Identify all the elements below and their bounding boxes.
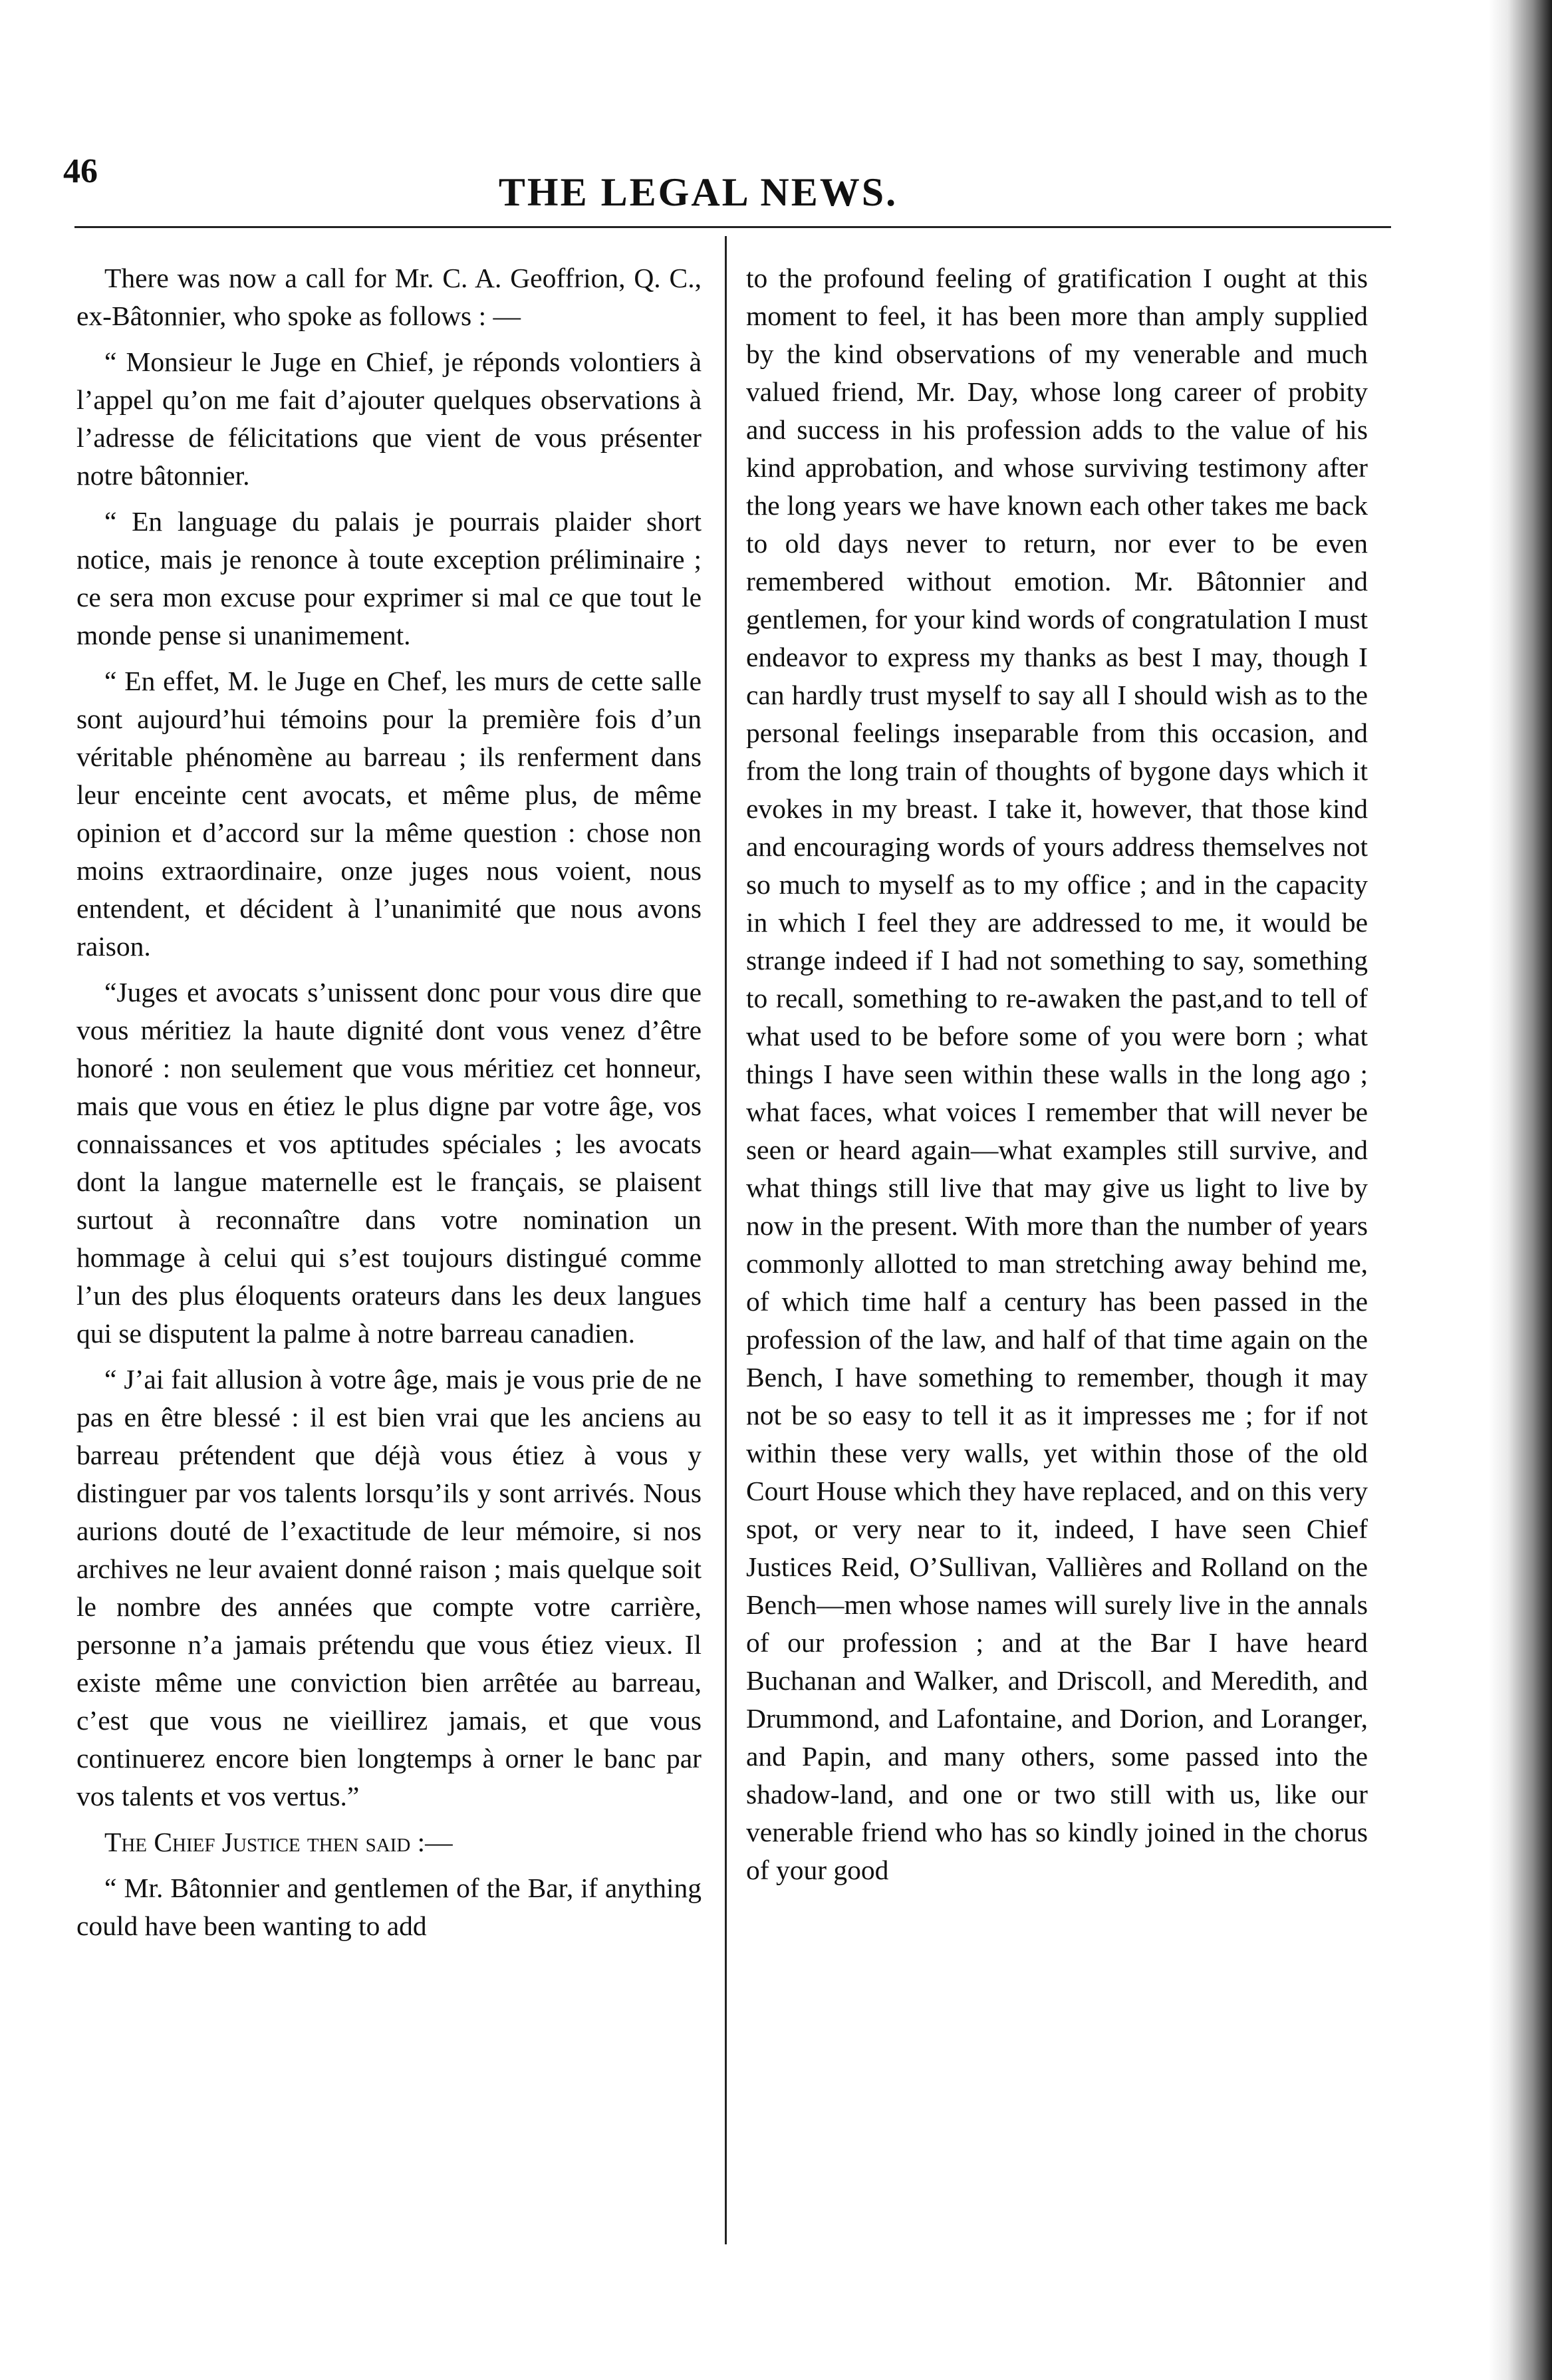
paragraph: There was now a call for Mr. C. A. Geoffrion, Q. C., ex-Bâtonnier, who spoke as follows : —: [76, 263, 702, 331]
right-column: [746, 259, 1368, 1889]
paragraph: to the profound feeling of gratification I ought at this moment to feel, it has been more than amply supplied by the kind observations of my venerable and much valued friend, Mr. Day, whose long career of probity and success in his profession adds to the value of his kind approbation, and whose surviving testimony after the long years we have known each other takes me back to old days never to return, nor ever to be even remembered without emotion. Mr. Bâtonnier and gentlemen, for your kind words of congratulation I must endeavor to express my thanks as best I may, though I can hardly trust myself to say all I should wish as to the personal feelings inseparable from this occasion, and from the long train of thoughts of bygone days which it evokes in my breast. I take it, however, that those kind and encouraging words of yours address themselves not so much to myself as to my office ; and in the capacity in which I feel they are addressed to me, it would be strange indeed if I had not something to say, something to recall, something to re-awaken the past,and to tell of what used to be before some of you were born ; what things I have seen within these walls in the long ago ; what faces, what voices I remember that will never be seen or heard again—what examples still survive, and what things still live that may give us light to live by now in the present. With more than the number of years commonly allotted to man stretching away behind me, of which time half a century has been passed in the profession of the law, and half of that time again on the Bench, I have something to remember, though it may not be so easy to tell it as it impresses me ; for if not within these very walls, yet within those of the old Court House which they have replaced, and on this very spot, or very near to it, indeed, I have seen Chief Justices Reid, O’Sullivan, Vallières and Rolland on the Bench—men whose names will surely live in the annals of our profession ; and at the Bar I have heard Buchanan and Walker, and Driscoll, and Meredith, and Drummond, and Lafontaine, and Dorion, and Loranger, and Papin, and many others, some passed into the shadow-land, and one or two still with us, like our venerable friend who has so kindly joined in the chorus of your good: [746, 263, 1368, 1885]
paragraph: “ Monsieur le Juge en Chief, je réponds volontiers à l’appel qu’on me fait d’ajouter quelques observations à l’adresse de félicitations que vient de vous présenter notre bâtonnier.: [76, 346, 702, 491]
paragraph: “ J’ai fait allusion à votre âge, mais je vous prie de ne pas en être blessé : il est bien vrai que les anciens au barreau prétendent que déjà vous étiez à vous y distinguer par vos talents lorsqu’ils y sont arrivés. Nous aurions douté de l’exactitude de leur mémoire, si nos archives ne leur avaient donné raison ; mais quelque soit le nombre des années que compte votre carrière, personne n’a jamais prétendu que vous étiez vieux. Il existe même une conviction bien arrêtée au barreau, c’est que vous ne vieillirez jamais, et que vous continuerez encore bien longtemps à orner le banc par vos talents et vos vertus.”: [76, 1364, 702, 1811]
page-number: 46: [63, 152, 98, 190]
paragraph: “ Mr. Bâtonnier and gentlemen of the Bar, if anything could have been wanting to add: [76, 1873, 702, 1941]
paragraph: “ En effet, M. le Juge en Chef, les murs de cette salle sont aujourd’hui témoins pour la première fois d’un véritable phénomène au barreau ; ils renferment dans leur enceinte cent avocats, et même plus, de même opinion et d’accord sur la même question : chose non moins extraordinaire, onze juges nous voient, nous entendent, et décident à l’unanimité que nous avons raison.: [76, 666, 702, 962]
paragraph: The Chief Justice then said :—: [104, 1827, 453, 1857]
header-rule: [74, 226, 1391, 228]
paragraph: “Juges et avocats s’unissent donc pour vous dire que vous méritiez la haute dignité dont vous venez d’être honoré : non seulement que vous méritiez cet honneur, mais que vous en étiez le plus digne par votre âge, vos connaissances et vos aptitudes spéciales ; les avocats dont la langue maternelle est le français, se plaisent surtout à reconnaître dans votre nomination un hommage à celui qui s’est toujours distingué comme l’un des plus éloquents orateurs dans les deux langues qui se disputent la palme à notre barreau canadien.: [76, 977, 702, 1349]
paragraph: “ En language du palais je pourrais plaider short notice, mais je renonce à toute exception préliminaire ; ce sera mon excuse pour exprimer si mal ce que tout le monde pense si unanimement.: [76, 506, 702, 650]
page-scan-edge: [1489, 0, 1552, 2380]
running-head: THE LEGAL NEWS.: [498, 170, 898, 214]
left-column: [76, 259, 702, 1945]
column-divider: [725, 236, 727, 2244]
